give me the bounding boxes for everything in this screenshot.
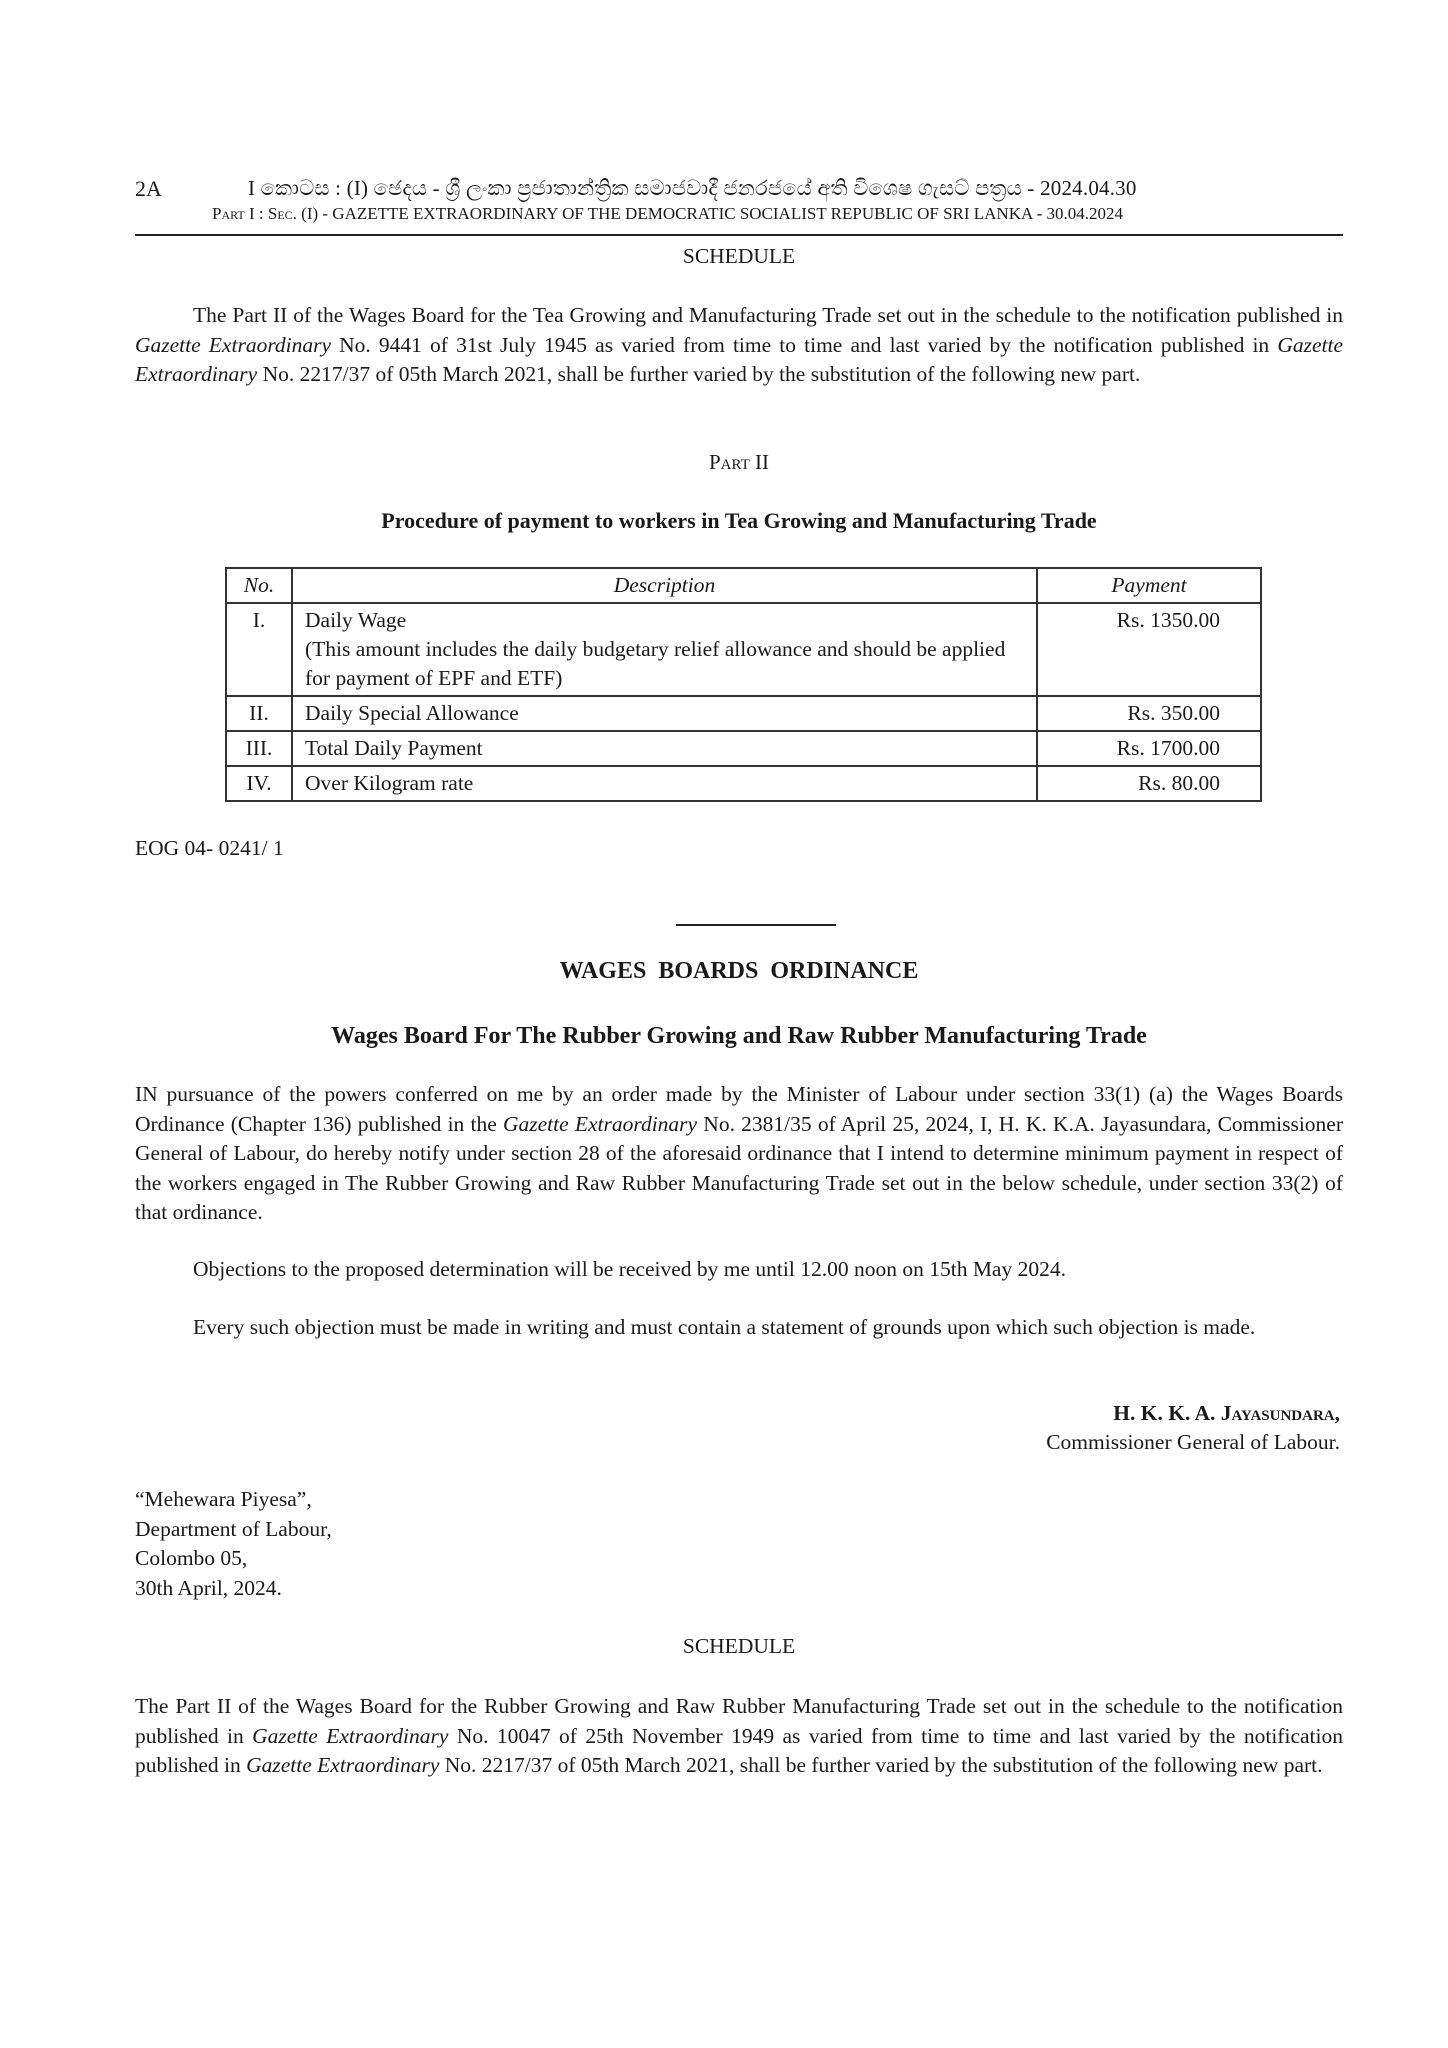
header-gazette-title: - GAZETTE EXTRAORDINARY OF THE DEMOCRATIC SOCIALIST REPUBLIC OF SRI LANKA - 30.04.2024 [318, 204, 1123, 223]
reference-number: EOG 04- 0241/ 1 [135, 836, 284, 860]
page-number: 2A [135, 176, 162, 201]
table-header-row [226, 568, 1261, 603]
payment-table [225, 567, 1262, 802]
objections-requirement-paragraph: Every such objection must be made in writing and must contain a statement of grounds upon which such objection is made. [193, 1315, 1256, 1339]
section-separator [676, 924, 836, 926]
header-rule [135, 234, 1343, 236]
ordinance-subtitle: Wages Board For The Rubber Growing and Raw Rubber Manufacturing Trade [331, 1023, 1147, 1049]
table-row: IV. Over Kilogram rate Rs. 80.00 [226, 766, 1261, 801]
schedule-heading-2: SCHEDULE [682, 1634, 796, 1658]
sinhala-header: I කොටස : (I) ඡෙදය - ශ්‍රී ලංකා ප්‍රජාතාන්ත්‍රික සමාජවාදී ජනරජයේ අති විශෙෂ ගැසට් පත්‍රය - 2024.04.30 [248, 176, 1137, 200]
part-heading: Part II [708, 450, 769, 474]
objections-deadline-paragraph: Objections to the proposed determination will be received by me until 12.00 noon on 15th May 2024. [193, 1257, 1066, 1281]
schedule-heading: SCHEDULE [682, 244, 796, 268]
table-title: Procedure of payment to workers in Tea Growing and Manufacturing Trade [381, 508, 1097, 533]
notification-paragraph: IN pursuance of the powers conferred on me by an order made by the Minister of Labour under section 33(1) (a) the Wages Boards Ordinance (Chapter 136) published in the Gazette Extraordinary No. 2381/35 of April 25, 2024, I, H. K. K.A. Jayasundara, Commissioner General of Labour, do hereby notify under section 28 of the aforesaid ordinance that I intend to determine minimum payment in respect of the workers engaged in The Rubber Growing and Raw Rubber Manufacturing Trade set out in the below schedule, under section 33(2) of that ordinance. [135, 1082, 1344, 1224]
ordinance-title: WAGES BOARDS ORDINANCE [559, 958, 919, 984]
table-row: III. Total Daily Payment Rs. 1700.00 [226, 731, 1261, 766]
intro-paragraph: The Part II of the Wages Board for the Tea Growing and Manufacturing Trade set out in the schedule to the notification published in Gazette Extraordinary No. 9441 of 31st July 1945 as varied from time to time and last varied by the notification published in Gazette Extraordinary No. 2217/37 of 05th March 2021, shall be further varied by the substitution of the following new part. [135, 303, 1343, 386]
row-note: (This amount includes the daily budgetary relief allowance and should be applied for payment of EPF and ETF) [305, 637, 1006, 690]
col-header-description: Description [292, 568, 1037, 603]
english-header [212, 204, 1262, 224]
signatory-name: H. K. K. A. Jayasundara, [1113, 1401, 1340, 1425]
address-block: “Mehewara Piyesa”, Department of Labour, Colombo 05, 30th April, 2024. [135, 1487, 332, 1600]
signatory-title: Commissioner General of Labour. [1046, 1430, 1340, 1454]
table-row: I. Daily Wage (This amount includes the daily budgetary relief allowance and should be applied for payment of EPF and ETF) Rs. 1350.00 [226, 603, 1261, 696]
col-header-no: No. [226, 568, 292, 603]
schedule-paragraph-2: The Part II of the Wages Board for the Rubber Growing and Raw Rubber Manufacturing Trade set out in the schedule to the notification published in Gazette Extraordinary No. 10047 of 25th November 1949 as varied from time to time and last varied by the notification published in Gazette Extraordinary No. 2217/37 of 05th March 2021, shall be further varied by the substitution of the following new part. [135, 1694, 1343, 1777]
header-part-label: Part I : Sec. (I) [212, 204, 319, 223]
col-header-payment: Payment [1037, 568, 1261, 603]
table-row: II. Daily Special Allowance Rs. 350.00 [226, 696, 1261, 731]
